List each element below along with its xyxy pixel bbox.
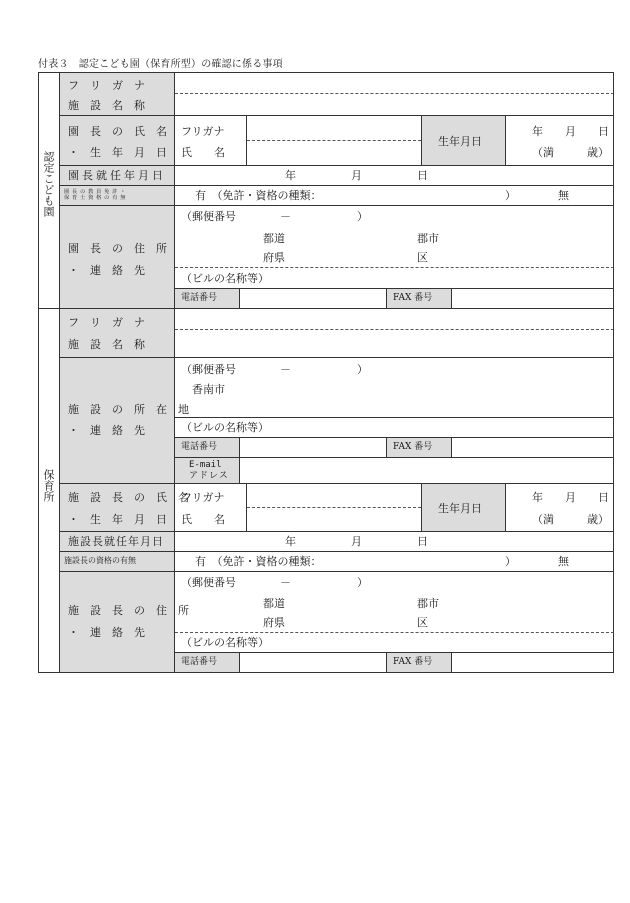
hoiku-director-phone-field[interactable] (240, 653, 387, 673)
hoiku-todofuken-text-1: 都道 (263, 597, 285, 610)
hoiku-license-has-text: 有 （免許・資格の種類： (195, 555, 322, 568)
director-address-label: 園 長 の 住 所 (68, 242, 167, 255)
hoiku-director-fax-label: FAX 番号 (393, 657, 433, 667)
director-furigana-field[interactable] (247, 116, 421, 141)
email-field[interactable] (240, 458, 614, 484)
birth-date-ymd: 年 月 日 (532, 125, 609, 138)
license-label-line1: 園 長 の 教 員 免 許 ・ (64, 189, 127, 195)
hoiku-appointed-date-label-cell (60, 532, 175, 552)
hoiku-facility-furigana-field[interactable] (175, 309, 614, 330)
hoiku-director-birth-label: ・ 生 年 月 日 (68, 513, 167, 526)
hoiku-director-building-field[interactable] (175, 633, 614, 653)
hoiku-director-address-label: 施 設 長 の 住 所 (68, 604, 189, 617)
confirmation-form (38, 72, 614, 673)
hoiku-fax-field[interactable] (452, 438, 614, 458)
furigana-label: フ リ ガ ナ (68, 79, 145, 92)
hoiku-furigana-small-label: フリガナ (181, 491, 225, 504)
hoiku-director-furigana-name-labels (175, 484, 247, 532)
birth-label: 生年月日 (438, 135, 482, 148)
hoiku-license-none-text: 無 (558, 555, 569, 568)
license-label-line2: 保 育 士 資 格 の 有 無 (64, 195, 127, 201)
postal-code-text: （郵便番号 － ） (181, 210, 368, 223)
birth-date-field[interactable] (506, 116, 614, 166)
phone-label-cell (175, 289, 240, 309)
hoiku-director-fax-label-cell (387, 653, 452, 673)
building-text: （ビルの名称等） (181, 272, 269, 285)
hoiku-director-phone-label: 電話番号 (181, 657, 218, 667)
license-none-text: 無 (558, 189, 569, 202)
hoiku-phone-label: 電話番号 (181, 442, 218, 452)
hoiku-license-field[interactable] (175, 552, 614, 572)
license-field[interactable] (175, 186, 614, 206)
email-label-cell (175, 458, 240, 484)
todofuken-text-2: 府県 (263, 251, 285, 264)
hoiku-fax-label-cell (387, 438, 452, 458)
phone-field[interactable] (240, 289, 387, 309)
director-address-field[interactable] (175, 206, 614, 268)
appointed-date-field[interactable] (175, 166, 614, 186)
appointed-date-label-cell (60, 166, 175, 186)
hoiku-furigana-label: フ リ ガ ナ (68, 316, 145, 329)
hoiku-appointed-date-text: 年 月 日 (285, 535, 428, 548)
hoiku-director-phone-label-cell (175, 653, 240, 673)
director-name-label: 園 長 の 氏 名 (68, 125, 167, 138)
hoiku-facility-name-field[interactable] (175, 330, 614, 358)
section-label-hoikusho (38, 309, 60, 673)
hoiku-director-postal-text: （郵便番号 － ） (181, 576, 368, 589)
phone-label: 電話番号 (181, 293, 218, 303)
hoiku-facility-name-label: 施 設 名 称 (68, 338, 145, 351)
hoiku-gunshi-text-1: 郡市 (417, 597, 439, 610)
hoiku-phone-label-cell (175, 438, 240, 458)
hoiku-birth-date-field[interactable] (506, 484, 614, 532)
hoiku-name-small-label: 氏 名 (181, 513, 225, 526)
license-has-text: 有 （免許・資格の種類： (195, 189, 322, 202)
director-address-label-cell (60, 206, 175, 309)
hoiku-director-name-label-cell (60, 484, 189, 532)
hoiku-director-fax-field[interactable] (452, 653, 614, 673)
furigana-small-label: フリガナ (181, 125, 225, 138)
email-label-line2: アドレス (189, 471, 229, 481)
hoiku-director-address-label-cell (60, 572, 189, 673)
hoikusho-label: 保育所 (42, 469, 55, 502)
hoiku-director-building-text: （ビルの名称等） (181, 636, 269, 649)
facility-name-field[interactable] (175, 94, 614, 116)
hoiku-age-note: （満 歳） (532, 513, 609, 526)
hoiku-license-close-paren: ） (505, 555, 516, 568)
hoiku-city-text: 香南市 (192, 383, 225, 396)
gunshi-text-2: 区 (417, 251, 428, 264)
fax-field[interactable] (452, 289, 614, 309)
hoiku-contact-label: ・ 連 絡 先 (68, 424, 145, 437)
hoiku-building-text: （ビルの名称等） (181, 421, 269, 434)
hoiku-location-label: 施 設 の 所 在 地 (68, 403, 189, 416)
hoiku-birth-label: 生年月日 (438, 502, 482, 515)
kodomoen-label: 認定こども園 (42, 151, 55, 217)
page-title: 付表３ 認定こども園（保育所型）の確認に係る事項 (38, 59, 283, 70)
hoiku-gunshi-text-2: 区 (417, 616, 428, 629)
hoiku-appointed-date-field[interactable] (175, 532, 614, 552)
name-small-label: 氏 名 (181, 146, 225, 159)
hoiku-facility-name-label-cell (60, 309, 175, 358)
fax-label-cell (387, 289, 452, 309)
facility-name-label-cell (60, 72, 175, 116)
email-label-line1: E-mail (189, 460, 222, 470)
license-label-cell (60, 186, 175, 206)
hoiku-location-field[interactable] (175, 358, 614, 418)
director-name-field[interactable] (247, 141, 421, 166)
facility-furigana-field[interactable] (175, 72, 614, 94)
section-label-kodomoen (38, 72, 60, 309)
director-contact-label: ・ 連 絡 先 (68, 264, 145, 277)
hoiku-director-contact-label: ・ 連 絡 先 (68, 626, 145, 639)
age-note: （満 歳） (532, 146, 609, 159)
director-building-field[interactable] (175, 268, 614, 289)
license-close-paren: ） (505, 189, 516, 202)
hoiku-fax-label: FAX 番号 (393, 442, 433, 452)
hoiku-postal-text: （郵便番号 － ） (181, 363, 368, 376)
director-name-label-cell (60, 116, 175, 166)
hoiku-license-label: 施設長の資格の有無 (64, 556, 136, 565)
hoiku-director-name-field[interactable] (247, 508, 421, 532)
hoiku-building-field[interactable] (175, 418, 614, 438)
director-birth-label: ・ 生 年 月 日 (68, 146, 167, 159)
hoiku-director-furigana-field[interactable] (247, 484, 421, 508)
director-furigana-name-labels (175, 116, 247, 166)
facility-name-label: 施 設 名 称 (68, 99, 145, 112)
birth-label-cell (421, 116, 506, 166)
form-bottom-border (38, 672, 175, 673)
hoiku-director-address-field[interactable] (175, 572, 614, 633)
hoiku-phone-field[interactable] (240, 438, 387, 458)
fax-label: FAX 番号 (393, 293, 433, 303)
hoiku-license-label-cell (60, 552, 175, 572)
gunshi-text-1: 郡市 (417, 232, 439, 245)
hoiku-location-label-cell (60, 358, 189, 484)
hoiku-appointed-date-label: 施設長就任年月日 (68, 535, 164, 548)
hoiku-birth-label-cell (421, 484, 506, 532)
hoiku-todofuken-text-2: 府県 (263, 616, 285, 629)
hoiku-birth-date-ymd: 年 月 日 (532, 491, 609, 504)
todofuken-text-1: 都道 (263, 232, 285, 245)
appointed-date-text: 年 月 日 (285, 169, 428, 182)
appointed-date-label: 園長就任年月日 (68, 169, 166, 182)
hoiku-director-name-label: 施 設 長 の 氏 名 (68, 491, 189, 504)
